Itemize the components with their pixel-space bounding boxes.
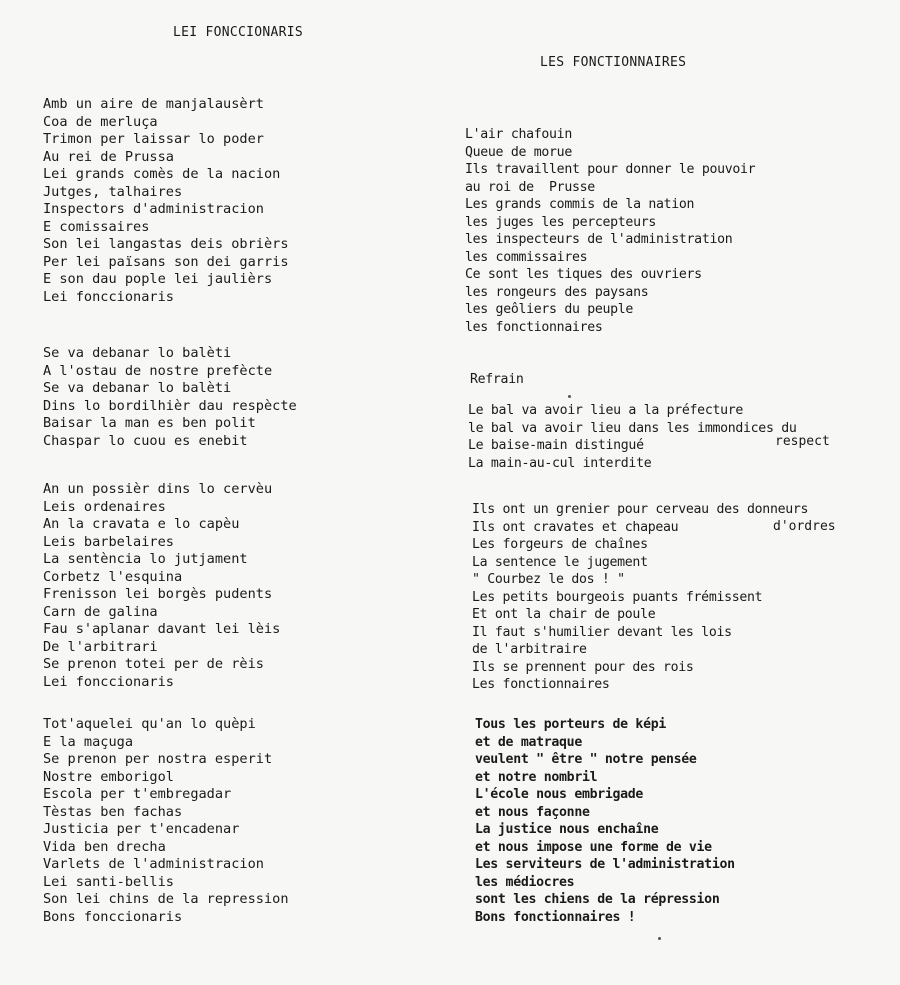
verse-line: et nous impose une forme de vie xyxy=(475,839,712,855)
left-stanza-4 xyxy=(43,716,289,926)
verse-line: Ils ont un grenier pour cerveau des donneurs xyxy=(472,502,809,517)
verse-line: Le baise-main distingué xyxy=(468,438,644,453)
verse-line: Coa de merluça xyxy=(43,113,158,130)
verse-line: E la maçuga xyxy=(43,733,134,750)
left-title: LEI FONCCIONARIS xyxy=(173,25,304,40)
verse-line: les inspecteurs de l'administration xyxy=(465,232,733,247)
verse-line: Les fonctionnaires xyxy=(472,677,610,692)
verse-line: An un possièr dins lo cervèu xyxy=(43,481,273,497)
verse-line: les fonctionnaires xyxy=(465,319,603,335)
verse-line: La main-au-cul interdite xyxy=(468,455,652,471)
verse-line: Lei fonccionaris xyxy=(43,673,174,690)
verse-line: et de matraque xyxy=(475,734,582,750)
verse-line: La sentència lo jutjament xyxy=(43,551,248,567)
verse-line: veulent " être " notre pensée xyxy=(475,752,697,767)
verse-line: " Courbez le dos ! " xyxy=(472,572,625,587)
verse-line: les juges les percepteurs xyxy=(465,214,656,230)
verse-line: Leis ordenaires xyxy=(43,498,166,515)
left-stanza-3 xyxy=(43,481,280,691)
verse-line: Dins lo bordilhièr dau respècte xyxy=(43,397,297,414)
verse-line: les geôliers du peuple xyxy=(465,302,634,317)
verse-line: Fau s'aplanar davant lei lèis xyxy=(43,621,281,637)
ink-speck xyxy=(568,395,571,398)
verse-line: Son lei chins de la repression xyxy=(43,891,289,907)
verse-line: De l'arbitrari xyxy=(43,638,158,655)
right-title: LES FONCTIONNAIRES xyxy=(540,55,687,70)
verse-line: Tot'aquelei qu'an lo quèpi xyxy=(43,716,256,732)
verse-line: Carn de galina xyxy=(43,603,158,620)
wrap-respect: respect xyxy=(775,434,830,449)
wrap-ordres: d'ordres xyxy=(773,519,836,534)
verse-line: Se va debanar lo balèti xyxy=(43,380,232,396)
verse-line: L'air chafouin xyxy=(465,127,572,142)
verse-line: Le bal va avoir lieu a la préfecture xyxy=(468,403,744,418)
verse-line: Leis barbelaires xyxy=(43,533,174,550)
verse-line: Amb un aire de manjalausèrt xyxy=(43,96,264,112)
verse-line: Les forgeurs de chaînes xyxy=(472,537,648,552)
verse-line: Vida ben drecha xyxy=(43,838,166,855)
verse-line: les commissaires xyxy=(465,249,588,265)
verse-line: les médiocres xyxy=(475,874,575,890)
ink-speck xyxy=(658,937,661,940)
verse-line: Ils travaillent pour donner le pouvoir xyxy=(465,162,756,177)
verse-line: sont les chiens de la répression xyxy=(475,892,720,907)
verse-line: Les petits bourgeois puants frémissent xyxy=(472,589,763,605)
verse-line: A l'ostau de nostre prefècte xyxy=(43,362,273,379)
verse-line: et notre nombril xyxy=(475,769,598,785)
verse-line: Chaspar lo cuou es enebit xyxy=(43,432,248,449)
right-stanza-2 xyxy=(468,402,797,472)
verse-line: Ils se prennent pour des rois xyxy=(472,659,694,675)
verse-line: le bal va avoir lieu dans les immondices du xyxy=(468,420,797,436)
verse-line: Corbetz l'esquina xyxy=(43,568,183,585)
verse-line: au roi de Prusse xyxy=(465,179,595,195)
verse-line: Son lei langastas deis obrièrs xyxy=(43,236,289,252)
verse-line: Se prenon per nostra esperit xyxy=(43,751,273,767)
verse-line: Les grands commis de la nation xyxy=(465,197,695,212)
verse-line: La sentence le jugement xyxy=(472,554,648,570)
verse-line: Jutges, talhaires xyxy=(43,183,183,200)
verse-line: Escola per t'embregadar xyxy=(43,786,232,802)
right-stanza-1 xyxy=(465,126,755,336)
verse-line: Varlets de l'administracion xyxy=(43,856,264,872)
verse-line: Trimon per laissar lo poder xyxy=(43,131,264,147)
verse-line: Queue de morue xyxy=(465,144,572,160)
verse-line: Tèstas ben fachas xyxy=(43,803,183,820)
verse-line: Et ont la chair de poule xyxy=(472,607,656,622)
refrain-label xyxy=(470,371,523,389)
left-stanza-2 xyxy=(43,345,297,450)
verse-line: Lei santi-bellis xyxy=(43,873,174,890)
verse-line: Il faut s'humilier devant les lois xyxy=(472,624,732,640)
verse-line: Lei fonccionaris xyxy=(43,288,174,305)
verse-line: La justice nous enchaîne xyxy=(475,822,659,837)
left-stanza-1 xyxy=(43,96,289,306)
verse-line: Baisar la man es ben polit xyxy=(43,415,256,431)
verse-line: Au rei de Prussa xyxy=(43,148,174,165)
verse-line: Se prenon totei per de rèis xyxy=(43,656,264,672)
right-stanza-3 xyxy=(472,501,808,694)
right-stanza-4 xyxy=(475,716,735,926)
verse-line: Justicia per t'encadenar xyxy=(43,821,240,837)
verse-line: Per lei païsans son dei garris xyxy=(43,253,289,270)
verse-line: Ce sont les tiques des ouvriers xyxy=(465,267,702,282)
verse-line: Inspectors d'administracion xyxy=(43,201,264,217)
verse-line: E son dau pople lei jaulièrs xyxy=(43,271,273,287)
verse-line: An la cravata e lo capèu xyxy=(43,516,240,532)
verse-line: les rongeurs des paysans xyxy=(465,284,649,300)
verse-line: et nous façonne xyxy=(475,804,590,820)
verse-line: Tous les porteurs de képi xyxy=(475,717,666,732)
verse-line: Lei grands comès de la nacion xyxy=(43,166,281,182)
verse-line: Les serviteurs de l'administration xyxy=(475,857,735,872)
verse-line: Ils ont cravates et chapeau xyxy=(472,519,679,535)
verse-line: Bons fonccionaris xyxy=(43,908,183,925)
verse-line: Se va debanar lo balèti xyxy=(43,345,232,361)
verse-line: Bons fonctionnaires ! xyxy=(475,909,636,925)
verse-line: L'école nous embrigade xyxy=(475,787,644,802)
verse-line: E comissaires xyxy=(43,218,150,235)
verse-line: Refrain xyxy=(470,372,524,387)
verse-line: de l'arbitraire xyxy=(472,642,587,657)
verse-line: Nostre emborigol xyxy=(43,768,174,785)
verse-line: Frenisson lei borgès pudents xyxy=(43,586,273,602)
